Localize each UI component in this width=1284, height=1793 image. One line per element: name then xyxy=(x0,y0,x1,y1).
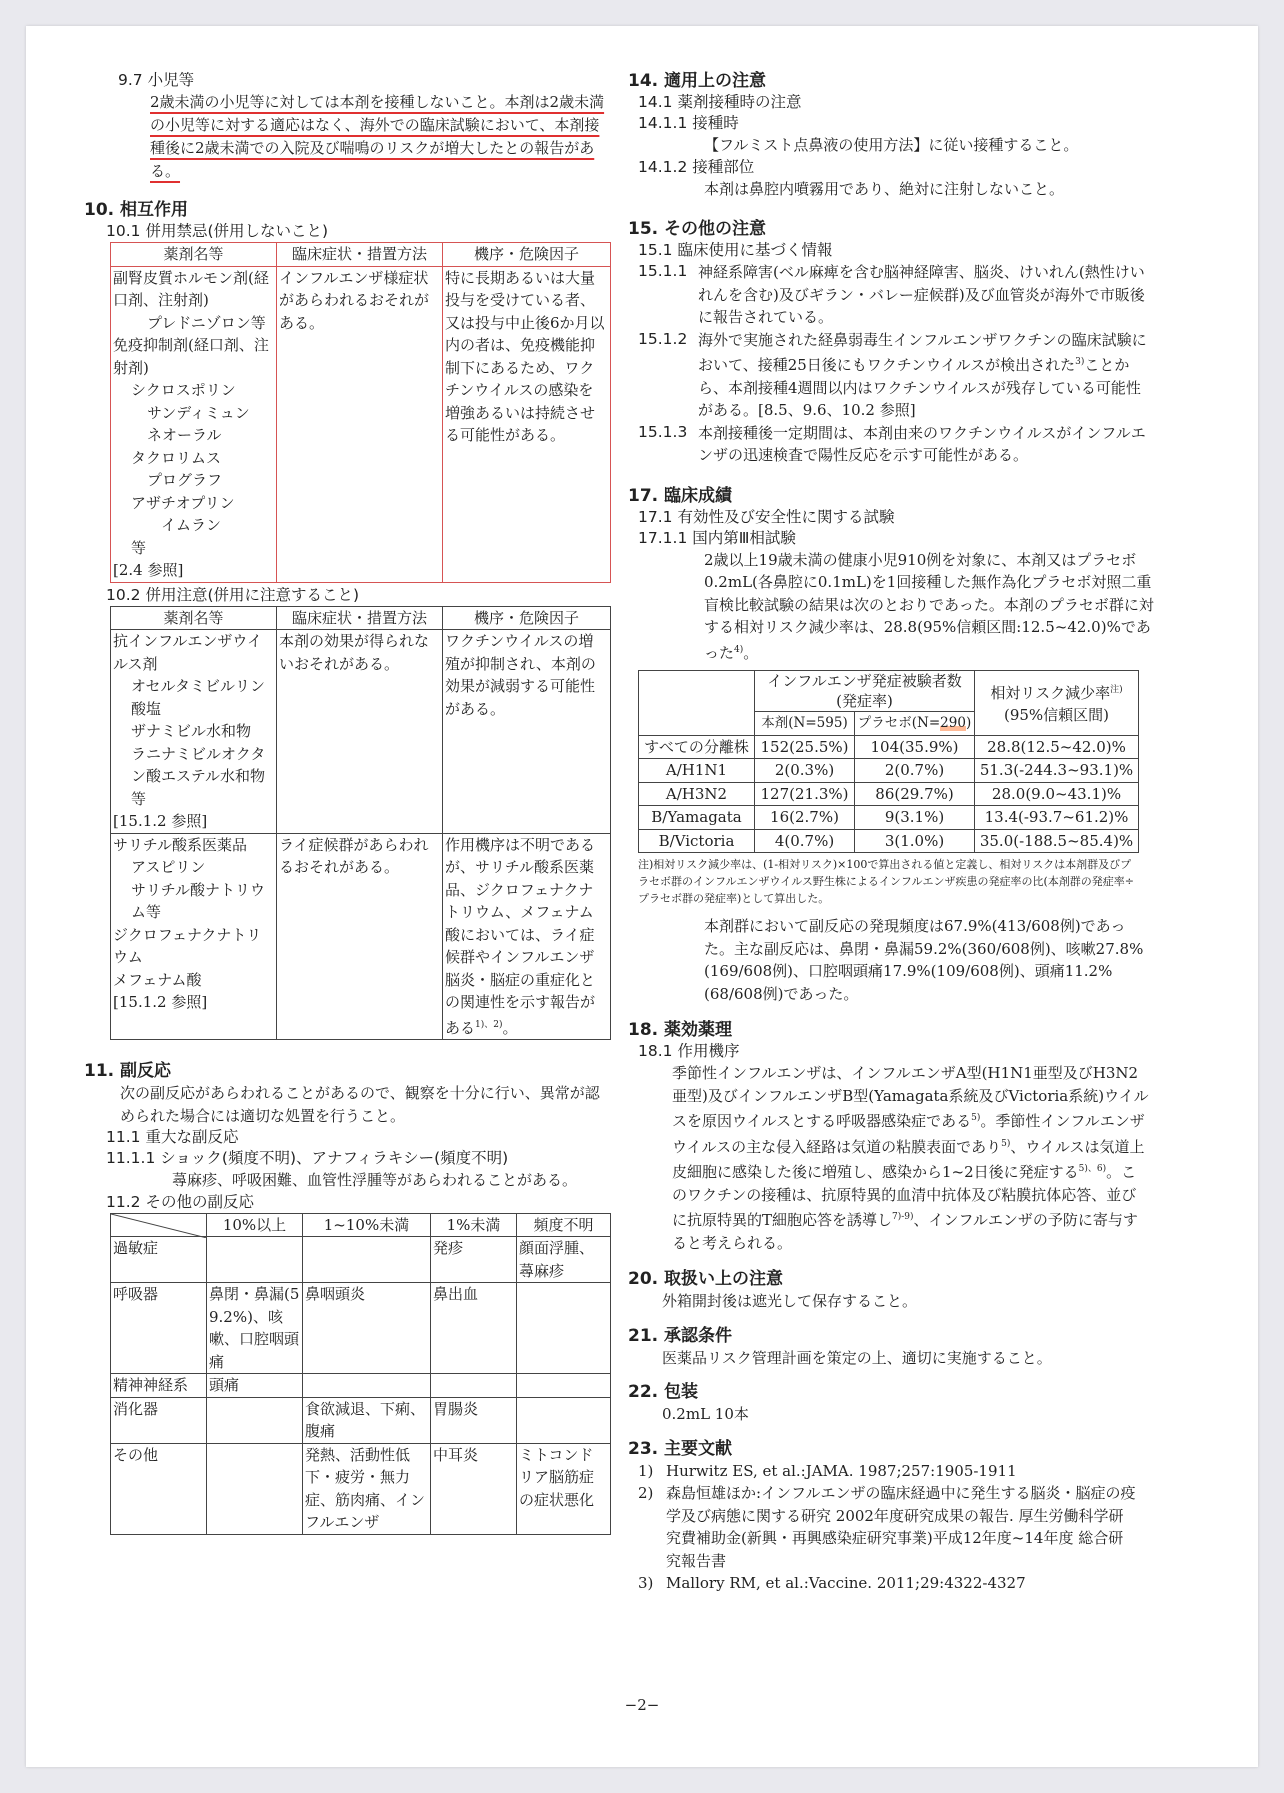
section-18-title: 18. 薬効薬理 xyxy=(628,1020,733,1040)
table-footnote: 注)相対リスク減少率は、(1-相対リスク)×100で算出される値と定義し、相対リスクは本剤群及びプラセボ群のインフルエンザウイルス野生株によるインフルエンザ疾患の発症率の比(本剤群の発症率÷プラセボ群の発症率)として算出した。 xyxy=(638,858,1134,905)
table-cell: 発熱、活動性低下・疲労・無力症、筋肉痛、インフルエンザ xyxy=(303,1443,431,1534)
section-15-1-2: 15.1.2 海外で実施された経鼻弱毒生インフルエンザワクチンの臨床試験において、接種25日後にもワクチンウイルスが検出された$^{3)}$ことから、本剤接種4週間以内はワクチンウイルスが残存している可能性がある。[8.5、9.6、10.2 参照] xyxy=(638,329,1147,419)
table-header: 本剤(N=595) xyxy=(755,712,855,736)
table-cell: A/H3N2 xyxy=(639,782,755,806)
table-cell-drugs: サリチル酸系医薬品 アスピリン サリチル酸ナトリウム等 ジクロフェナクナトリウム メフェナム酸 [15.1.2 参照] xyxy=(111,833,277,1040)
section-22-title: 22. 包装 xyxy=(628,1382,699,1402)
table-cell: 胃腸炎 xyxy=(431,1397,517,1443)
section-17-1-1-title: 17.1.1 国内第Ⅲ相試験 xyxy=(638,528,796,547)
document-page xyxy=(26,26,1258,1767)
section-14-1-2-title: 14.1.2 接種部位 xyxy=(638,157,755,176)
table-cell-mechanism: ワクチンウイルスの増殖が抑制され、本剤の効果が減弱する可能性がある。 xyxy=(443,630,611,834)
table-cell: 中耳炎 xyxy=(431,1443,517,1534)
reference-item: 2) 森島恒雄ほか:インフルエンザの臨床経過中に発生する脳炎・脳症の疫学及び病態に関する研究 2002年度研究成果の報告. 厚生労働科学研究費補助金(新興・再興感染症研究事業)平成12年度~14年度 総合研究報告書 xyxy=(638,1484,1136,1570)
table-header: 臨床症状・措置方法 xyxy=(277,243,443,267)
section-15-1-1: 15.1.1 神経系障害(ベル麻痺を含む脳神経障害、脳炎、けいれん(熱性けいれんを含む)及びギラン・バレー症候群)及び血管炎が海外で市販後に報告されている。 xyxy=(638,262,1145,326)
table-cell: 食欲減退、下痢、腹痛 xyxy=(303,1397,431,1443)
table-cell: 鼻閉・鼻漏(59.2%)、咳嗽、口腔咽頭痛 xyxy=(207,1283,303,1374)
table-cell-symptom: インフルエンザ様症状があらわれるおそれがある。 xyxy=(277,266,443,582)
table-cell-mechanism: 特に長期あるいは大量投与を受けている者、又は投与中止後6か月以内の者は、免疫機能抑制下にあるため、ワクチンウイルスの感染を増強あるいは持続させる可能性がある。 xyxy=(443,266,611,582)
table-cell-drugs: 抗インフルエンザウイルス剤 オセルタミビルリン酸塩 ザナミビル水和物 ラニナミビルオクタン酸エステル水和物等 [15.1.2 参照] xyxy=(111,630,277,834)
table-cell: 28.0(9.0~43.1)% xyxy=(975,782,1139,806)
table-header: 薬剤名等 xyxy=(111,243,277,267)
table-cell: 16(2.7%) xyxy=(755,806,855,830)
page-number: −2− xyxy=(624,1696,660,1714)
section-9-7-text: 2歳未満の小児等に対しては本剤を接種しないこと。本剤は2歳未満の小児等に対する適応はなく、海外での臨床試験において、本剤接種後に2歳未満での入院及び喘鳴のリスクが増大したとの報告がある。 xyxy=(150,93,605,180)
table-cell xyxy=(517,1374,611,1398)
section-23-title: 23. 主要文献 xyxy=(628,1438,733,1459)
table-cell: 過敏症 xyxy=(111,1237,207,1283)
section-14-title: 14. 適用上の注意 xyxy=(628,71,767,91)
section-17-1-1-text-2: 本剤群において副反応の発現頻度は67.9%(413/608例)であった。主な副反応は、鼻閉・鼻漏59.2%(360/608例)、咳嗽27.8%(169/608例)、口腔咽頭痛17.9%(109/608例)、頭痛11.2%(68/608例)であった。 xyxy=(704,917,1144,1003)
section-9-7-title: 9.7 小児等 xyxy=(118,71,195,89)
section-15-1-3: 15.1.3 本剤接種後一定期間は、本剤由来のワクチンウイルスがインフルエンザの迅速検査で陽性反応を示す可能性がある。 xyxy=(638,422,1146,464)
table-cell: 51.3(-244.3~93.1)% xyxy=(975,759,1139,783)
section-10-2-title: 10.2 併用注意(併用に注意すること) xyxy=(106,585,360,604)
section-15-title: 15. その他の注意 xyxy=(628,219,767,239)
section-21-title: 21. 承認条件 xyxy=(628,1325,733,1346)
section-22-text: 0.2mL 10本 xyxy=(662,1405,749,1423)
table-cell: 鼻出血 xyxy=(431,1283,517,1374)
contraindication-table xyxy=(110,242,611,583)
table-cell xyxy=(303,1374,431,1398)
section-21-text: 医薬品リスク管理計画を策定の上、適切に実施すること。 xyxy=(662,1348,1052,1367)
table-cell: すべての分離株 xyxy=(639,735,755,759)
section-14-1-1-title: 14.1.1 接種時 xyxy=(638,114,739,132)
caution-table xyxy=(110,606,611,1041)
table-header: 1~10%未満 xyxy=(303,1213,431,1237)
table-cell: 鼻咽頭炎 xyxy=(303,1283,431,1374)
table-cell xyxy=(303,1237,431,1283)
table-cell: 127(21.3%) xyxy=(755,782,855,806)
table-cell-symptom: 本剤の効果が得られないおそれがある。 xyxy=(277,630,443,834)
table-cell-symptom: ライ症候群があらわれるおそれがある。 xyxy=(277,833,443,1040)
section-14-1-1-text: 【フルミスト点鼻液の使用方法】に従い接種すること。 xyxy=(704,136,1079,154)
section-17-title: 17. 臨床成績 xyxy=(628,485,733,506)
section-17-1-1-text: 2歳以上19歳未満の健康小児910例を対象に、本剤又はプラセボ0.2mL(各鼻腔に0.1mL)を1回接種した無作為化プラセボ対照二重盲検比較試験の結果は次のとおりであった。本剤のプラセボ群に対する相対リスク減少率は、28.8(95%信頼区間:12.5~42.0)%であった xyxy=(704,550,1154,662)
table-cell: B/Victoria xyxy=(639,829,755,853)
table-header-corner xyxy=(111,1213,207,1237)
table-cell: 152(25.5%) xyxy=(755,735,855,759)
table-cell: ミトコンドリア脳筋症の症状悪化 xyxy=(517,1443,611,1534)
table-header: 機序・危険因子 xyxy=(443,606,611,630)
table-cell-mechanism: 作用機序は不明であるが、サリチル酸系医薬品、ジクロフェナクナトリウム、メフェナム酸においては、ライ症候群やインフルエンザ脳炎・脳症の重症化との関連性を示す報告がある$^{1)、2)}$。 xyxy=(443,833,611,1040)
section-20-text: 外箱開封後は遮光して保存すること。 xyxy=(662,1292,918,1310)
section-11-title: 11. 副反応 xyxy=(84,1061,172,1081)
table-cell: B/Yamagata xyxy=(639,806,755,830)
section-14-1-2-text: 本剤は鼻腔内噴霧用であり、絶対に注射しないこと。 xyxy=(704,179,1065,198)
reference-item: 3) Mallory RM, et al.:Vaccine. 2011;29:4322-4327 xyxy=(638,1574,1026,1592)
table-cell: 発疹 xyxy=(431,1237,517,1283)
section-17-1-title: 17.1 有効性及び安全性に関する試験 xyxy=(638,507,895,526)
section-11-text: 次の副反応があらわれることがあるので、観察を十分に行い、異常が認められた場合には適切な処置を行うこと。 xyxy=(120,1084,600,1125)
section-11-1-title: 11.1 重大な副反応 xyxy=(106,1128,239,1146)
table-header: 臨床症状・措置方法 xyxy=(277,606,443,630)
table-header-empty xyxy=(639,671,755,736)
table-header: 機序・危険因子 xyxy=(443,243,611,267)
table-cell: 顔面浮腫、蕁麻疹 xyxy=(517,1237,611,1283)
table-cell xyxy=(207,1443,303,1534)
table-header: 1%未満 xyxy=(431,1213,517,1237)
table-cell: 35.0(-188.5~85.4)% xyxy=(975,829,1139,853)
table-header: プラセボ(N=290) xyxy=(855,712,975,736)
section-11-2-title: 11.2 その他の副反応 xyxy=(106,1192,254,1211)
table-cell: 4(0.7%) xyxy=(755,829,855,853)
table-cell: 消化器 xyxy=(111,1397,207,1443)
table-cell: 頭痛 xyxy=(207,1374,303,1398)
section-15-1-title: 15.1 臨床使用に基づく情報 xyxy=(638,241,833,259)
table-cell: 13.4(-93.7~61.2)% xyxy=(975,806,1139,830)
table-cell xyxy=(517,1283,611,1374)
table-cell: 精神神経系 xyxy=(111,1374,207,1398)
table-cell: 28.8(12.5~42.0)% xyxy=(975,735,1139,759)
table-header: 10%以上 xyxy=(207,1213,303,1237)
table-cell: 3(1.0%) xyxy=(855,829,975,853)
section-10-1-title: 10.1 併用禁忌(併用しないこと) xyxy=(106,222,329,240)
reference-item: 1) Hurwitz ES, et al.:JAMA. 1987;257:1905-1911 xyxy=(638,1461,1017,1480)
table-cell xyxy=(207,1237,303,1283)
table-cell: 呼吸器 xyxy=(111,1283,207,1374)
section-11-1-1-text: 蕁麻疹、呼吸困難、血管性浮腫等があらわれることがある。 xyxy=(172,1171,578,1189)
adverse-reaction-table xyxy=(110,1213,611,1535)
section-18-1-text: 季節性インフルエンザは、インフルエンザA型(H1N1亜型及びH3N2亜型)及びインフルエンザB型(Yamagata系統及びVictoria系統)ウイルスを原因ウイルスとする呼吸器感染症である$^{5)}$。季節性インフルエンザウイルスの主な侵入経路は気道の粘膜表面であり$^{5)}$、ウイルスは気道上皮細胞に感染した後に増殖し、感染から1~2日後に発症する$^{5)、6)}$。このワクチンの接種は、抗原特異的血清中抗体及び粘膜抗体応答、並びに抗原特異的T細胞応答を誘導し$^{7)-9)}$、インフルエンザの予防に寄与すると考えられる。 xyxy=(672,1064,1149,1252)
left-column xyxy=(84,70,612,1535)
table-cell: 104(35.9%) xyxy=(855,735,975,759)
table-cell xyxy=(431,1374,517,1398)
table-cell: 86(29.7%) xyxy=(855,782,975,806)
right-column: 14. 適用上の注意 14.1 薬剤接種時の注意 14.1.1 接種時 【フルミスト点鼻液の使用方法】に従い接種すること。 14.1.2 接種部位 本剤は鼻腔内噴霧用であり、絶対に注射しないこと。 15. その他の注意 15.1 臨床使用に基づく情報 15.1.1 神経系障害(ベル麻痺を含む脳神経障害、脳炎、けいれん(熱性けいれんを含む)及びギラン・バレー症候群)及び血管炎が海外で市販後に報告されている。 15.1.2 海外で実施された経鼻弱毒生インフルエンザワクチンの臨床試験において、接種25日後にもワクチンウイルスが検出された$^{3)}$ことから、本剤接種4週間以内はワクチンウイルスが残存している可能性がある。[8.5、9.6、10.2 参照] 15.1.3 本剤接種後一定期間は、本剤由来のワクチンウイルスがインフルエンザの迅速検査で陽性反応を示す可能性がある。 17. 臨床成績 17.1 有効性及び安全性に関する試験 17.1.1 国内第Ⅲ相試験 2歳以上19歳未満の健康小児910例を対象に、本剤又はプラセボ0.2mL(各鼻腔に0.1mL)を1回接種した無作為化プラセボ対照二重盲検比較試験の結果は次のとおりであった。本剤のプラセボ群に対する相対リスク減少率は、28.8(95%信頼区間:12.5~42.0)%であった$^{4)}$。 インフルエンザ発症被験者数(発症率) 相対リスク減少率$^{注)}$ (95%信頼区間) 本剤(N=595) プラセボ(N=290) すべての分離株 152(25.5%) 104(35.9%) 28.8(12.5~42.0)% A/H1N1 2(0.3%) 2(0.7%) 51.3(-244.3~93.1)% A/H3N2 127(21.3%) 86(29.7%) 28.0(9.0~43.1)% B/Yamagata 16(2.7%) 9(3.1%) 13.4(-93.7~61.2)% B/Victoria 4(0.7%) 3(1.0%) 35.0(-188.5~85.4)% 注)相対リスク減少率は、(1-相対リスク)×100で算出される値と定義し、相対リスクは本剤群及びプラセボ群のインフルエンザウイルス野生株によるインフルエンザ疾患の発症率の比(本剤群の発症率÷プラセボ群の発症率)として算出した。 本剤群において副反応の発現頻度は67.9%(413/608例)であった。主な副反応は、鼻閉・鼻漏59.2%(360/608例)、咳嗽27.8%(169/608例)、口腔咽頭痛17.9%(109/608例)、頭痛11.2%(68/608例)であった。 18. 薬効薬理 18.1 作用機序 季節性インフルエンザは、インフルエンザA型(H1N1亜型及びH3N2亜型)及びインフルエンザB型(Yamagata系統及びVictoria系統)ウイルスを原因ウイルスとする呼吸器感染症である$^{5)}$。季節性インフルエンザウイルスの主な侵入経路は気道の粘膜表面であり$^{5)}$、ウイルスは気道上皮細胞に感染した後に増殖し、感染から1~2日後に発症する$^{5)、6)}$。このワクチンの接種は、抗原特異的血清中抗体及び粘膜抗体応答、並びに抗原特異的T細胞応答を誘導し$^{7)-9)}$、インフルエンザの予防に寄与すると考えられる。 20. 取扱い上の注意 外箱開封後は遮光して保存すること。 21. 承認条件 医薬品リスク管理計画を策定の上、適切に実施すること。 22. 包装 0.2mL 10本 23. 主要文献 1) Hurwitz ES, et al.:JAMA. 1987;257:1905-1911 2) 森島恒雄ほか:インフルエンザの臨床経過中に発生する脳炎・脳症の疫学及び病態に関する研究 2002年度研究成果の報告. 厚生労働科学研究費補助金(新興・再興感染症研究事業)平成12年度~14年度 総合研究報告書 3) Mallory RM, et al.:Vaccine. 2011;29:4322-4327 xyxy=(628,70,1188,1595)
table-header: 頻度不明 xyxy=(517,1213,611,1237)
table-header: 相対リスク減少率$^{注)}$ (95%信頼区間) xyxy=(975,671,1139,736)
section-10-title: 10. 相互作用 xyxy=(84,200,189,220)
table-cell: 2(0.3%) xyxy=(755,759,855,783)
diagonal-line xyxy=(111,1214,207,1238)
table-cell: その他 xyxy=(111,1443,207,1534)
table-header: 薬剤名等 xyxy=(111,606,277,630)
table-cell-drugs: 副腎皮質ホルモン剤(経口剤、注射剤) プレドニゾロン等 免疫抑制剤(経口剤、注射剤) シクロスポリン サンディミュン ネオーラル タクロリムス プログラフ アザチオプリン イムラン 等 [2.4 参照] xyxy=(111,266,277,582)
table-header: インフルエンザ発症被験者数(発症率) xyxy=(755,671,975,712)
table-cell xyxy=(207,1397,303,1443)
clinical-results-table xyxy=(638,670,1139,853)
section-20-title: 20. 取扱い上の注意 xyxy=(628,1269,784,1289)
section-11-1-1-title: 11.1.1 ショック(頻度不明)、アナフィラキシー(頻度不明) xyxy=(106,1149,509,1167)
table-cell xyxy=(517,1397,611,1443)
table-cell: 2(0.7%) xyxy=(855,759,975,783)
table-cell: A/H1N1 xyxy=(639,759,755,783)
section-14-1-title: 14.1 薬剤接種時の注意 xyxy=(638,93,802,111)
section-18-1-title: 18.1 作用機序 xyxy=(638,1042,740,1060)
table-cell: 9(3.1%) xyxy=(855,806,975,830)
